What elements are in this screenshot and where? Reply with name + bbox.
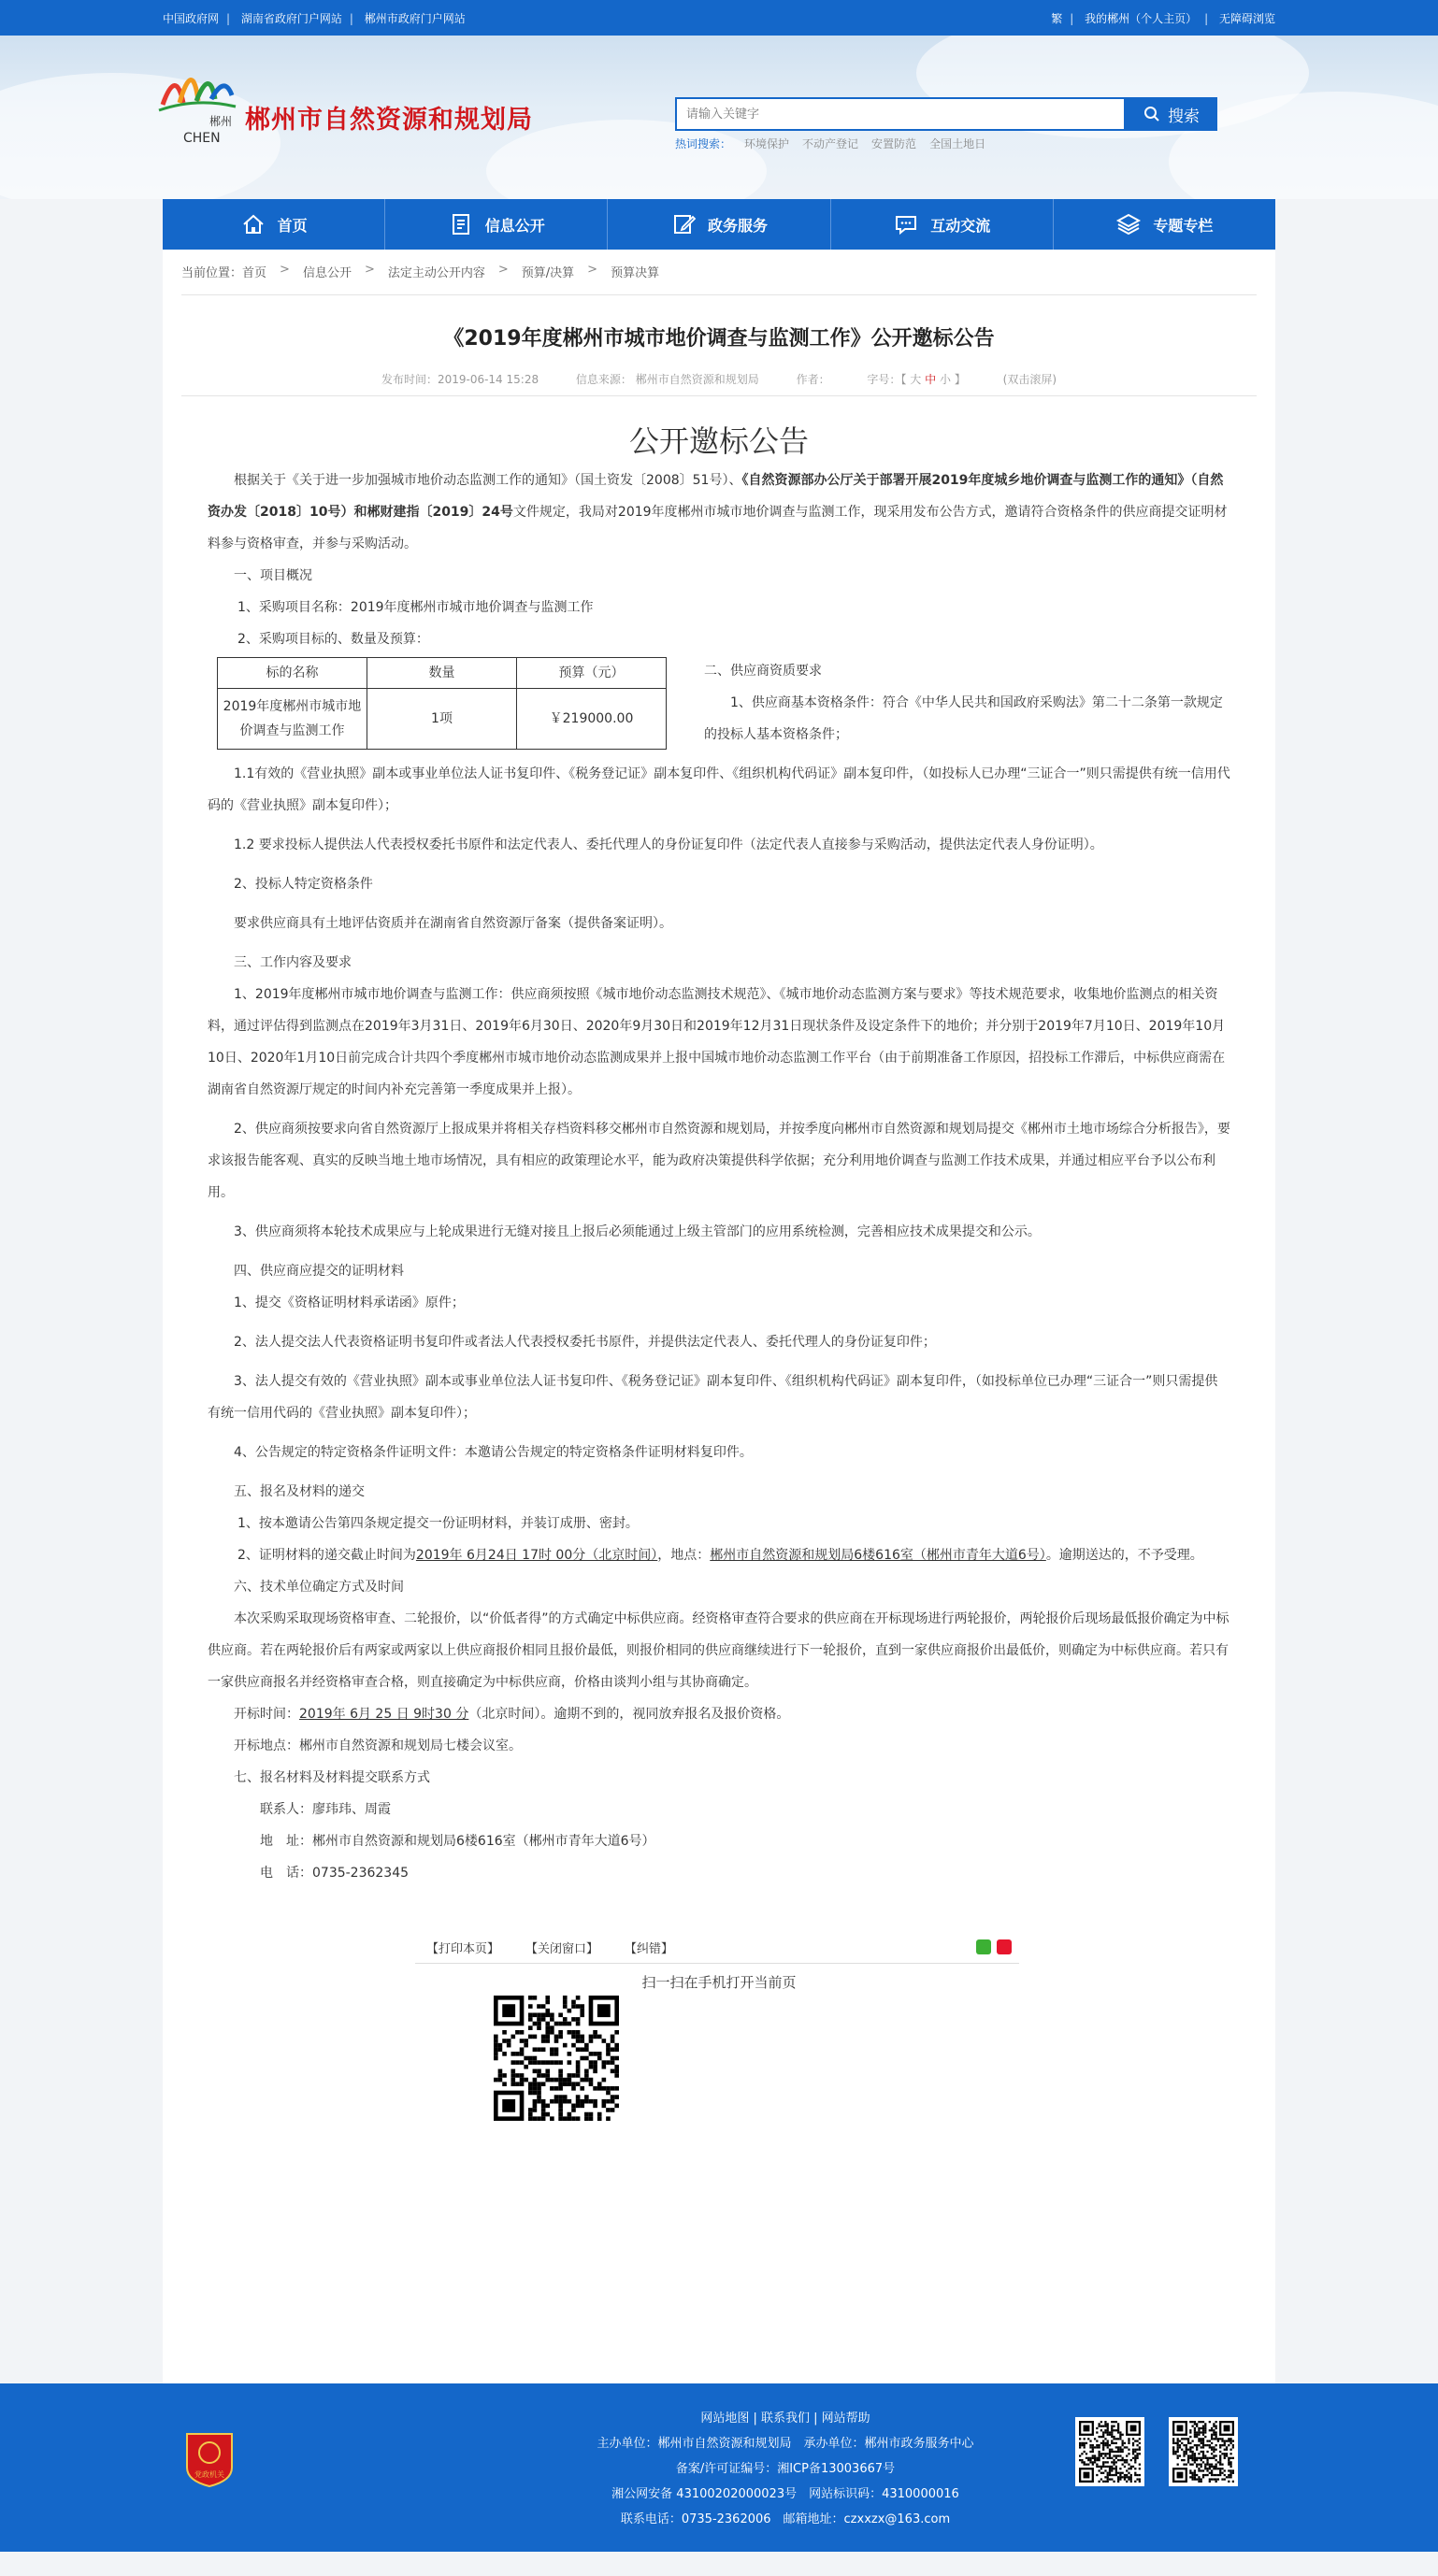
logo-word: CHEN [183, 131, 221, 146]
contact-address: 地 址：郴州市自然资源和规划局6楼616室（郴州市青年大道6号） [260, 1834, 655, 1849]
section-2-p1: 1、供应商基本资格条件：符合《中华人民共和国政府采购法》第二十二条第一款规定的投标人基本资格条件； [704, 695, 1223, 742]
nav-interaction-label: 互动交流 [930, 216, 991, 235]
article-tools [415, 1932, 1019, 1964]
section-2-p4: 2、投标人特定资格条件 [234, 877, 373, 892]
share-icons [976, 1939, 1012, 1954]
budget-table [217, 657, 667, 750]
print-button[interactable]: 【打印本页】 [426, 1942, 500, 1956]
section-3-p3: 3、供应商须将本轮技术成果应与上轮成果进行无缝对接且上报后必须能通过上级主管部门的应用系统检测，完善相应技术成果提交和公示。 [234, 1224, 1041, 1239]
wechat-icon[interactable] [976, 1939, 991, 1954]
hot-word-1[interactable]: 环境保护 [744, 137, 790, 150]
search-input[interactable] [677, 99, 1124, 129]
footer-police[interactable]: 湘公网安备 43100202000023号 网站标识码：4310000016 [611, 2487, 959, 2501]
link-hunan-gov[interactable]: 湖南省政府门户网站 [240, 11, 342, 25]
link-my-chenzhou[interactable]: 我的郴州（个人主页） [1085, 11, 1198, 25]
footer-links[interactable]: 网站地图 | 联系我们 | 网站帮助 [700, 2411, 870, 2426]
section-4-p1: 1、提交《资格证明材料承诺函》原件； [234, 1295, 465, 1310]
link-accessibility[interactable]: 无障碍浏览 [1218, 11, 1275, 25]
section-3-title: 三、工作内容及要求 [234, 955, 352, 970]
section-6-p3: 开标地点：郴州市自然资源和规划局七楼会议室。 [234, 1739, 522, 1753]
logo-caption: 郴州 [209, 115, 233, 128]
section-6-p1: 本次采购采取现场资格审查、二轮报价，以“价低者得”的方式确定中标供应商。经资格审查符合要求的供应商在开标现场进行两轮报价，两轮报价后现场最低报价确定为中标供应商。若在两轮报价后有两家或两家以上供应商报价相同且报价最低，则报价相同的供应商继续进行下一轮报价，直到一家供应商报价出最低价，则确定为中标供应商。若只有一家供应商报名并经资格审查合格，则直接确定为中标供应商，价格由谈判小组与其协商确定。 [208, 1611, 1229, 1690]
edit-icon [670, 211, 697, 237]
home-icon [240, 211, 266, 237]
contact-phone: 电 话：0735-2362345 [260, 1866, 410, 1881]
party-gov-emblem-icon[interactable] [183, 2430, 236, 2488]
nav-service-label: 政务服务 [708, 216, 769, 235]
search-button-label: 搜索 [1168, 107, 1200, 126]
section-6-p2: 开标时间：2019年 6月 25 日 9时30 分（北京时间）。逾期不到的，视同放弃报名及报价资格。 [234, 1707, 790, 1722]
divider [181, 395, 1257, 396]
author: 作者： [796, 373, 830, 386]
layers-icon [1115, 211, 1142, 237]
page-bottom [0, 2552, 1438, 2576]
section-1-item-2: 2、采购项目标的、数量及预算： [237, 632, 429, 647]
document-icon [448, 211, 474, 237]
main-nav [163, 199, 1275, 250]
section-7-title: 七、报名材料及材料提交联系方式 [234, 1770, 430, 1785]
breadcrumb-budget[interactable]: 预算/决算 [521, 266, 575, 280]
section-6-title: 六、技术单位确定方式及时间 [234, 1580, 404, 1595]
nav-home-label: 首页 [277, 216, 308, 235]
divider [181, 294, 1257, 295]
hot-words-label: 热词搜索： [675, 137, 732, 150]
footer-contact: 联系电话：0735-2362006 邮箱地址：czxxzx@163.com [620, 2512, 951, 2526]
footer [0, 2383, 1438, 2552]
section-4-title: 四、供应商应提交的证明材料 [234, 1264, 404, 1279]
article-meta [163, 371, 1275, 387]
svg-text:党政机关: 党政机关 [194, 2470, 224, 2479]
site-logo[interactable] [155, 49, 237, 147]
section-1-item-1: 1、采购项目名称：2019年度郴州市城市地价调查与监测工作 [237, 600, 594, 615]
section-1-title: 一、项目概况 [234, 568, 312, 583]
search-icon [1143, 106, 1160, 122]
nav-info[interactable] [385, 199, 608, 250]
breadcrumb-home[interactable]: 首页 [242, 266, 267, 280]
font-small[interactable]: 小 [939, 373, 951, 386]
footer-info [580, 2406, 991, 2532]
breadcrumb-budget-final[interactable]: 预算决算 [611, 266, 660, 280]
section-4-p2: 2、法人提交法人代表资格证明书复印件或者法人代表授权委托书原件，并提供法定代表人、委托代理人的身份证复印件； [234, 1335, 936, 1350]
table-header: 数量 [367, 658, 517, 689]
font-big[interactable]: 大 [910, 373, 922, 386]
qr-code-icon [1075, 2417, 1144, 2486]
document-heading: 公开邀标公告 [628, 423, 809, 459]
content-panel [163, 250, 1275, 2383]
publish-time: 发布时间：2019-06-14 15:28 [381, 373, 539, 386]
section-5-p2: 2、证明材料的递交截止时间为2019年 6月24日 17时 00分（北京时间），地点：郴州市自然资源和规划局6楼616室（郴州市青年大道6号）。逾期送达的，不予受理。 [237, 1548, 1203, 1563]
nav-topics[interactable] [1054, 199, 1275, 250]
link-traditional[interactable]: 繁 [1051, 11, 1063, 25]
nav-home[interactable] [163, 199, 385, 250]
section-2-p3: 1.2 要求投标人提供法人代表授权委托书原件和法定代表人、委托代理人的身份证复印件（法定代表人直接参与采购活动，提供法定代表人身份证明）。 [234, 837, 1103, 852]
scan-hint: 扫一扫在手机打开当前页 [641, 1974, 797, 1991]
hot-word-4[interactable]: 全国土地日 [929, 137, 986, 150]
close-window-button[interactable]: 【关闭窗口】 [525, 1942, 599, 1956]
top-right-links: 繁 | 我的郴州（个人主页） | 无障碍浏览 [1051, 11, 1275, 25]
breadcrumb-info[interactable]: 信息公开 [302, 266, 352, 280]
footer-icp[interactable]: 备案/许可证编号：湘ICP备13003667号 [675, 2462, 896, 2476]
font-mid[interactable]: 中 [925, 373, 937, 386]
table-row [218, 689, 667, 750]
section-3-p1: 1、2019年度郴州市城市地价调查与监测工作：供应商须按照《城市地价动态监测技术规范》、《城市地价动态监测方案与要求》等技术规范要求，收集地价监测点的相关资料，通过评估得到监测点在2019年3月31日、2019年6月30日、2020年9月30日和2019年12月31日现状条件及设定条件下的地价；并分别于2019年7月10日、2019年10月10日、2020年1月10日前完成合计共四个季度郴州市城市地价动态监测成果并上报中国城市地价动态监测工作平台（由于前期准备工作原因，招投标工作滞后，中标供应商需在湖南省自然资源厅规定的时间内补充完善第一季度成果并上报）。 [208, 987, 1226, 1097]
weibo-icon[interactable] [997, 1939, 1012, 1954]
breadcrumb-legal[interactable]: 法定主动公开内容 [387, 266, 485, 280]
footer-host: 主办单位：郴州市自然资源和规划局 承办单位：郴州市政务服务中心 [597, 2437, 974, 2451]
section-4-p4: 4、公告规定的特定资格条件证明文件：本邀请公告规定的特定资格条件证明材料复印件。 [234, 1445, 753, 1460]
top-bar [0, 0, 1438, 36]
nav-topics-label: 专题专栏 [1153, 216, 1214, 235]
article-body [208, 465, 1230, 1889]
table-cell: 2019年度郴州市城市地价调查与监测工作 [218, 689, 367, 750]
section-5-title: 五、报名及材料的递交 [234, 1484, 365, 1499]
section-4-p3: 3、法人提交有效的《营业执照》副本或事业单位法人证书复印件、《税务登记证》副本复印件、《组织机构代码证》副本复印件，（如投标单位已办理“三证合一”则只需提供有统一信用代码的《营业执照》副本复印件）； [208, 1374, 1218, 1421]
table-header: 预算（元） [517, 658, 667, 689]
link-chenzhou-gov[interactable]: 郴州市政府门户网站 [364, 11, 466, 25]
section-2-title: 二、供应商资质要求 [704, 664, 822, 679]
chat-icon [893, 211, 919, 237]
search-box [675, 97, 1126, 131]
section-2-p2: 1.1有效的《营业执照》副本或事业单位法人证书复印件、《税务登记证》副本复印件、《组织机构代码证》副本复印件，（如投标人已办理“三证合一”则只需提供有统一信用代码的《营业执照》副本复印件）； [208, 766, 1230, 813]
font-size-control: 字号：【 大 中 小 】 [867, 373, 966, 386]
table-header: 标的名称 [218, 658, 367, 689]
section-2-p5: 要求供应商具有土地评估资质并在湖南省自然资源厅备案（提供备案证明）。 [234, 916, 672, 931]
search-button[interactable] [1126, 97, 1217, 131]
section-5-p1: 1、按本邀请公告第四条规定提交一份证明材料，并装订成册、密封。 [237, 1516, 639, 1531]
hot-word-2[interactable]: 不动产登记 [802, 137, 859, 150]
hot-word-3[interactable]: 安置防范 [871, 137, 917, 150]
hot-words [675, 136, 985, 151]
qr-code-icon [1169, 2417, 1238, 2486]
correct-button[interactable]: 【纠错】 [625, 1942, 674, 1956]
nav-info-label: 信息公开 [484, 216, 545, 235]
breadcrumb-label: 当前位置： [181, 266, 243, 280]
link-gov-cn[interactable]: 中国政府网 [163, 11, 220, 25]
table-header-row [218, 658, 667, 689]
top-links: 中国政府网 | 湖南省政府门户网站 | 郴州市政府门户网站 [163, 11, 466, 25]
contact-person: 联系人：廖玮玮、周霞 [260, 1802, 391, 1817]
nav-interaction[interactable] [831, 199, 1054, 250]
qr-code-icon [494, 1996, 619, 2121]
info-source: 信息来源： 郴州市自然资源和规划局 [575, 373, 759, 386]
scroll-hint[interactable]: (双击滚屏) [1002, 373, 1057, 386]
article-title: 《2019年度郴州市城市地价调查与监测工作》公开邀标公告 [443, 327, 995, 351]
section-3-p2: 2、供应商须按要求向省自然资源厅上报成果并将相关存档资料移交郴州市自然资源和规划局，并按季度向郴州市自然资源和规划局提交《郴州市土地市场综合分析报告》，要求该报告能客观、真实的反映当地土地市场情况，具有相应的政策理论水平，能为政府决策提供科学依据；充分利用地价调查与监测工作技术成果，并通过相应平台予以公布利用。 [208, 1122, 1230, 1200]
nav-service[interactable] [608, 199, 830, 250]
table-cell: ￥219000.00 [517, 689, 667, 750]
site-title: 郴州市自然资源和规划局 [245, 106, 533, 135]
intro-paragraph: 根据关于《关于进一步加强城市地价动态监测工作的通知》（国土资发〔2008〕51号）、《自然资源部办公厅关于部署开展2019年度城乡地价调查与监测工作的通知》（自然资办发〔2018〕10号）和郴财建指〔2019〕24号文件规定，我局对2019年度郴州市城市地价调查与监测工作，现采用发布公告方式，邀请符合资格条件的供应商提交证明材料参与资格审查，并参与采购活动。 [208, 473, 1228, 551]
breadcrumb: 当前位置： 首页 > 信息公开 > 法定主动公开内容 > 预算/决算 > 预算决算 [181, 263, 660, 280]
table-cell: 1项 [367, 689, 517, 750]
